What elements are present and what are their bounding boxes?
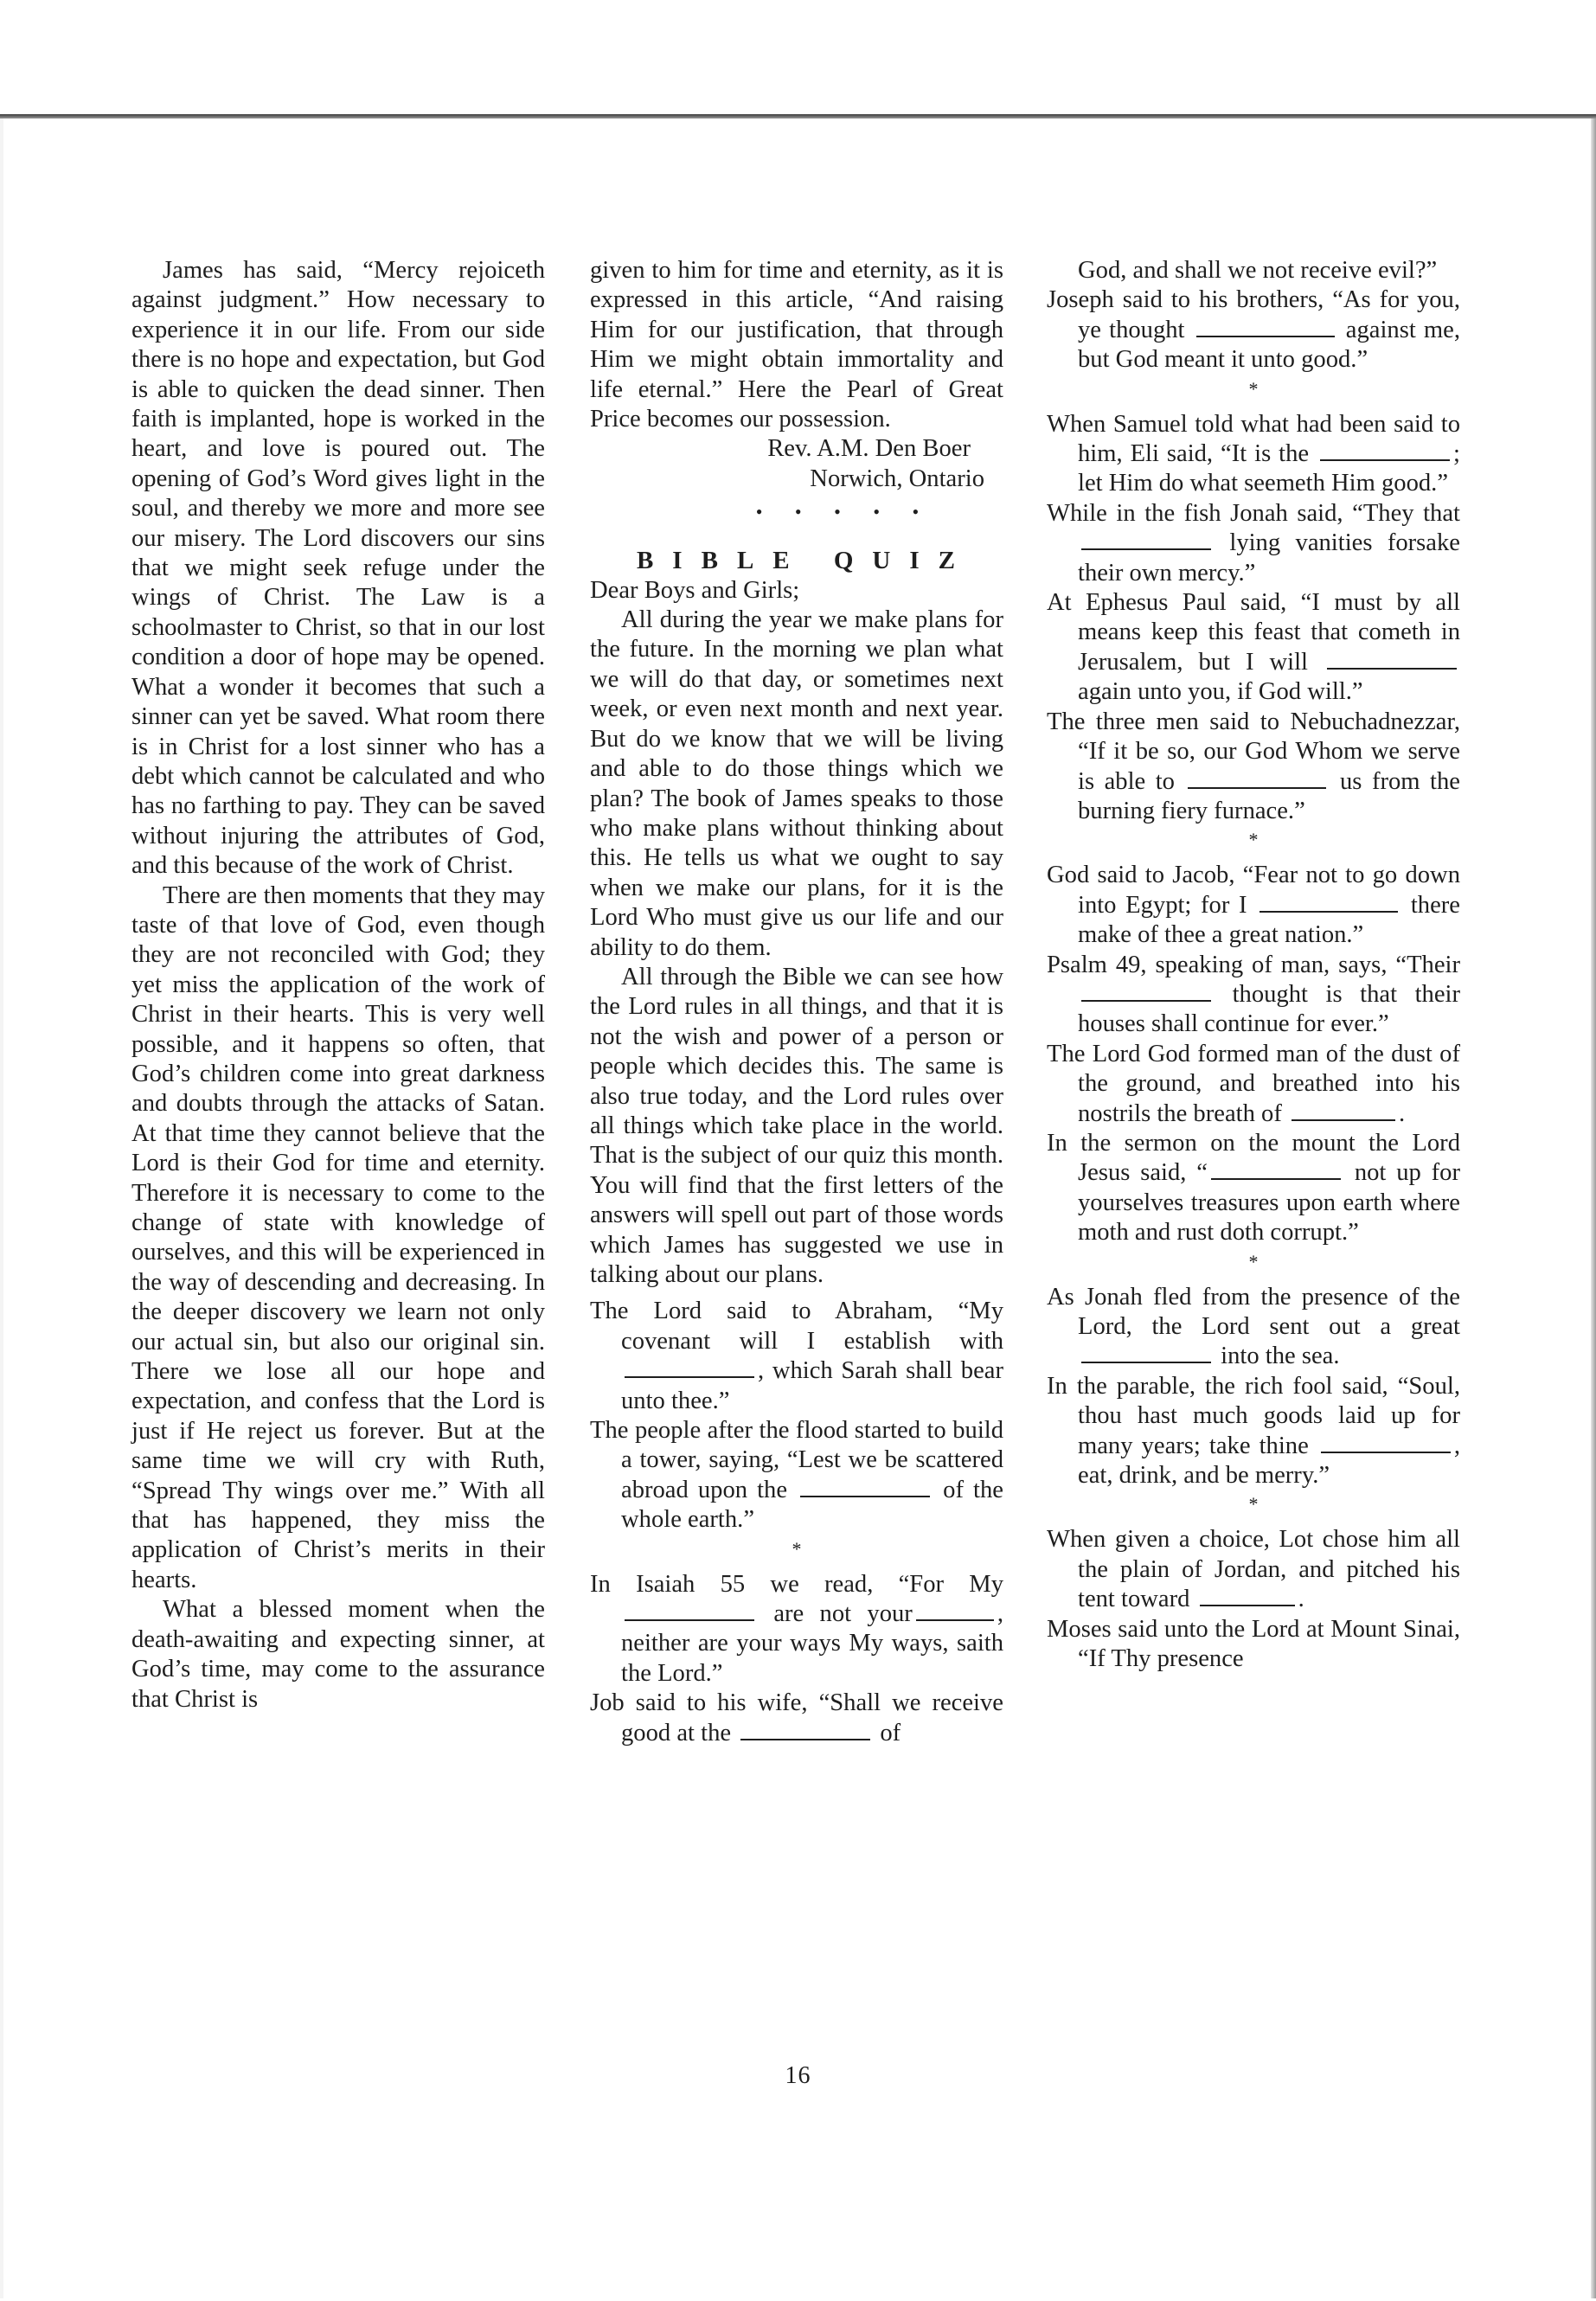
answer-blank xyxy=(916,1618,994,1621)
star-separator: * xyxy=(792,1537,802,1560)
answer-blank xyxy=(1188,786,1326,789)
answer-blank xyxy=(1259,910,1398,913)
answer-blank xyxy=(625,1618,754,1621)
quiz-question-continuation: God, and shall we not receive evil?” xyxy=(1078,257,1438,284)
quiz-question: In the parable, the rich fool said, “Soul, thou hast much goods laid up for many years; take thine , eat, drink, and be merry.” xyxy=(1047,1372,1460,1490)
article-paragraph: James has said, “Mercy rejoiceth against judgment.” How necessary to experience it in our life. From our side there is no hope and expectation, but God is able to quicken the dead sinner. Then faith is implanted, hope is worked in the heart, and love is poured out. The opening of God’s Word gives light in the soul, and thereby we more and more see our misery. The Lord discovers our sins that we might seek refuge under the wings of Christ. The Law is a schoolmaster to Christ, so that in our lost condition a door of hope may be opened. What a wonder it becomes that such a sinner can yet be saved. What room there is in Christ for a lost sinner who has a debt which cannot be calculated and who has no farthing to pay. They can be saved without injuring the attributes of God, and this because of the work of Christ. xyxy=(131,257,545,880)
quiz-question: When given a choice, Lot chose him all the plain of Jordan, and pitched his tent toward . xyxy=(1047,1526,1460,1613)
scan-left-edge xyxy=(0,119,3,2298)
quiz-intro: All through the Bible we can see how the Lord rules in all things, and that it is not the wish and power of a person or people which decides this. The same is also true today, and the Lord rules over all things which take place in the world. That is the subject of our quiz this month. You will find that the first letters of the answers will spell out part of those words which James has suggested we use in talking about our plans. xyxy=(590,963,1003,1288)
quiz-question: Psalm 49, speaking of man, says, “Their thought is that their houses shall continue for ever.” xyxy=(1047,951,1460,1038)
quiz-question: In the sermon on the mount the Lord Jesus said, “ not up for yourselves treasures upon earth where moth and rust doth corrupt.” xyxy=(1047,1129,1460,1247)
answer-blank xyxy=(1321,1451,1451,1453)
answer-blank xyxy=(1196,335,1335,337)
answer-blank xyxy=(1081,999,1211,1002)
column-2 xyxy=(590,256,1003,1748)
answer-blank xyxy=(1081,548,1211,550)
article-paragraph: given to him for time and eternity, as it is expressed in this article, “And raising Him for our justification, that through Him we might obtain immortality and life eternal.” Here the Pearl of Great Price becomes our possession. xyxy=(590,257,1003,433)
quiz-greeting: Dear Boys and Girls; xyxy=(590,576,800,604)
star-separator: * xyxy=(1248,829,1259,851)
answer-blank xyxy=(1211,1177,1341,1180)
star-separator: * xyxy=(1248,377,1259,400)
star-separator: * xyxy=(1248,1493,1259,1516)
column-1 xyxy=(131,256,545,1715)
answer-blank xyxy=(625,1375,754,1378)
quiz-question: The people after the flood started to build a tower, saying, “Lest we be scattered abroad upon the of the whole earth.” xyxy=(590,1417,1003,1534)
star-separator: * xyxy=(1248,1250,1259,1272)
quiz-question: As Jonah fled from the presence of the Lord, the Lord sent out a great into the sea. xyxy=(1047,1283,1460,1370)
answer-blank xyxy=(1200,1604,1295,1606)
answer-blank xyxy=(1327,667,1457,670)
answer-blank xyxy=(740,1738,870,1740)
answer-blank xyxy=(1081,1361,1211,1363)
author-name: Rev. A.M. Den Boer xyxy=(767,435,971,463)
quiz-question: The three men said to Nebuchadnezzar, “If it be so, our God Whom we serve is able to us from the burning fiery furnace.” xyxy=(1047,708,1460,824)
answer-blank xyxy=(1292,1118,1395,1121)
quiz-question: In Isaiah 55 we read, “For My are not your , neither are your ways My ways, saith the Lord.” xyxy=(590,1570,1003,1687)
quiz-title: BIBLE QUIZ xyxy=(636,547,975,575)
column-3 xyxy=(1047,256,1460,1674)
page-number: 16 xyxy=(785,2062,811,2089)
answer-blank xyxy=(800,1495,930,1497)
quiz-question: At Ephesus Paul said, “I must by all means keep this feast that cometh in Jerusalem, but I will again unto you, if God will.” xyxy=(1047,589,1460,706)
article-paragraph: What a blessed moment when the death-awaiting and expecting sinner, at God’s time, may come to the assurance that Christ is xyxy=(131,1596,545,1713)
quiz-intro: All during the year we make plans for the future. In the morning we plan what we will do that day, or sometimes next week, or even next month and next year. But do we know that we will be living and able to do those things which we plan? The book of James speaks to those who make plans without thinking about this. He tells us what we ought to say when we make our plans, for it is the Lord Who must give us our life and our ability to do them. xyxy=(590,606,1003,961)
quiz-question: The Lord said to Abraham, “My covenant will I establish with , which Sarah shall bear unto thee.” xyxy=(590,1298,1003,1414)
quiz-question: Moses said unto the Lord at Mount Sinai, “If Thy presence xyxy=(1047,1615,1460,1673)
quiz-question: Joseph said to his brothers, “As for you, ye thought against me, but God meant it unto good.” xyxy=(1047,286,1460,374)
article-paragraph: There are then moments that they may taste of that love of God, even though they are not reconciled with God; they yet miss the application of the work of Christ in their hearts. This is very well possible, and it happens so often, that God’s children come into great darkness and doubts through the attacks of Satan. At that time they cannot believe that the Lord is their God for time and eternity. Therefore it is necessary to come to the change of state with knowledge of ourselves, and this will be experienced in the way of descending and decreasing. In the deeper discovery we learn not only our actual sin, but also our original sin. There we lose all our hope and expectation, and confess that the Lord is just if He reject us forever. But at the same time we will cry with Ruth, “Spread Thy wings over me.” With all that has happened, they miss the application of Christ’s merits in their hearts. xyxy=(131,881,545,1593)
author-place: Norwich, Ontario xyxy=(810,465,984,492)
quiz-question: When Samuel told what had been said to him, Eli said, “It is the ; let Him do what seemeth Him good.” xyxy=(1047,410,1460,497)
scan-right-edge xyxy=(1591,119,1596,2298)
section-separator: • • • • • xyxy=(755,501,933,523)
scan-top-edge xyxy=(0,114,1596,119)
quiz-question: While in the fish Jonah said, “They that lying vanities forsake their own mercy.” xyxy=(1047,499,1460,586)
quiz-question: God said to Jacob, “Fear not to go down into Egypt; for I there make of thee a great nation.” xyxy=(1047,862,1460,949)
answer-blank xyxy=(1320,458,1450,461)
quiz-question: Job said to his wife, “Shall we receive good at the of xyxy=(590,1689,1003,1747)
quiz-question: The Lord God formed man of the dust of the ground, and breathed into his nostrils the breath of . xyxy=(1047,1040,1460,1127)
